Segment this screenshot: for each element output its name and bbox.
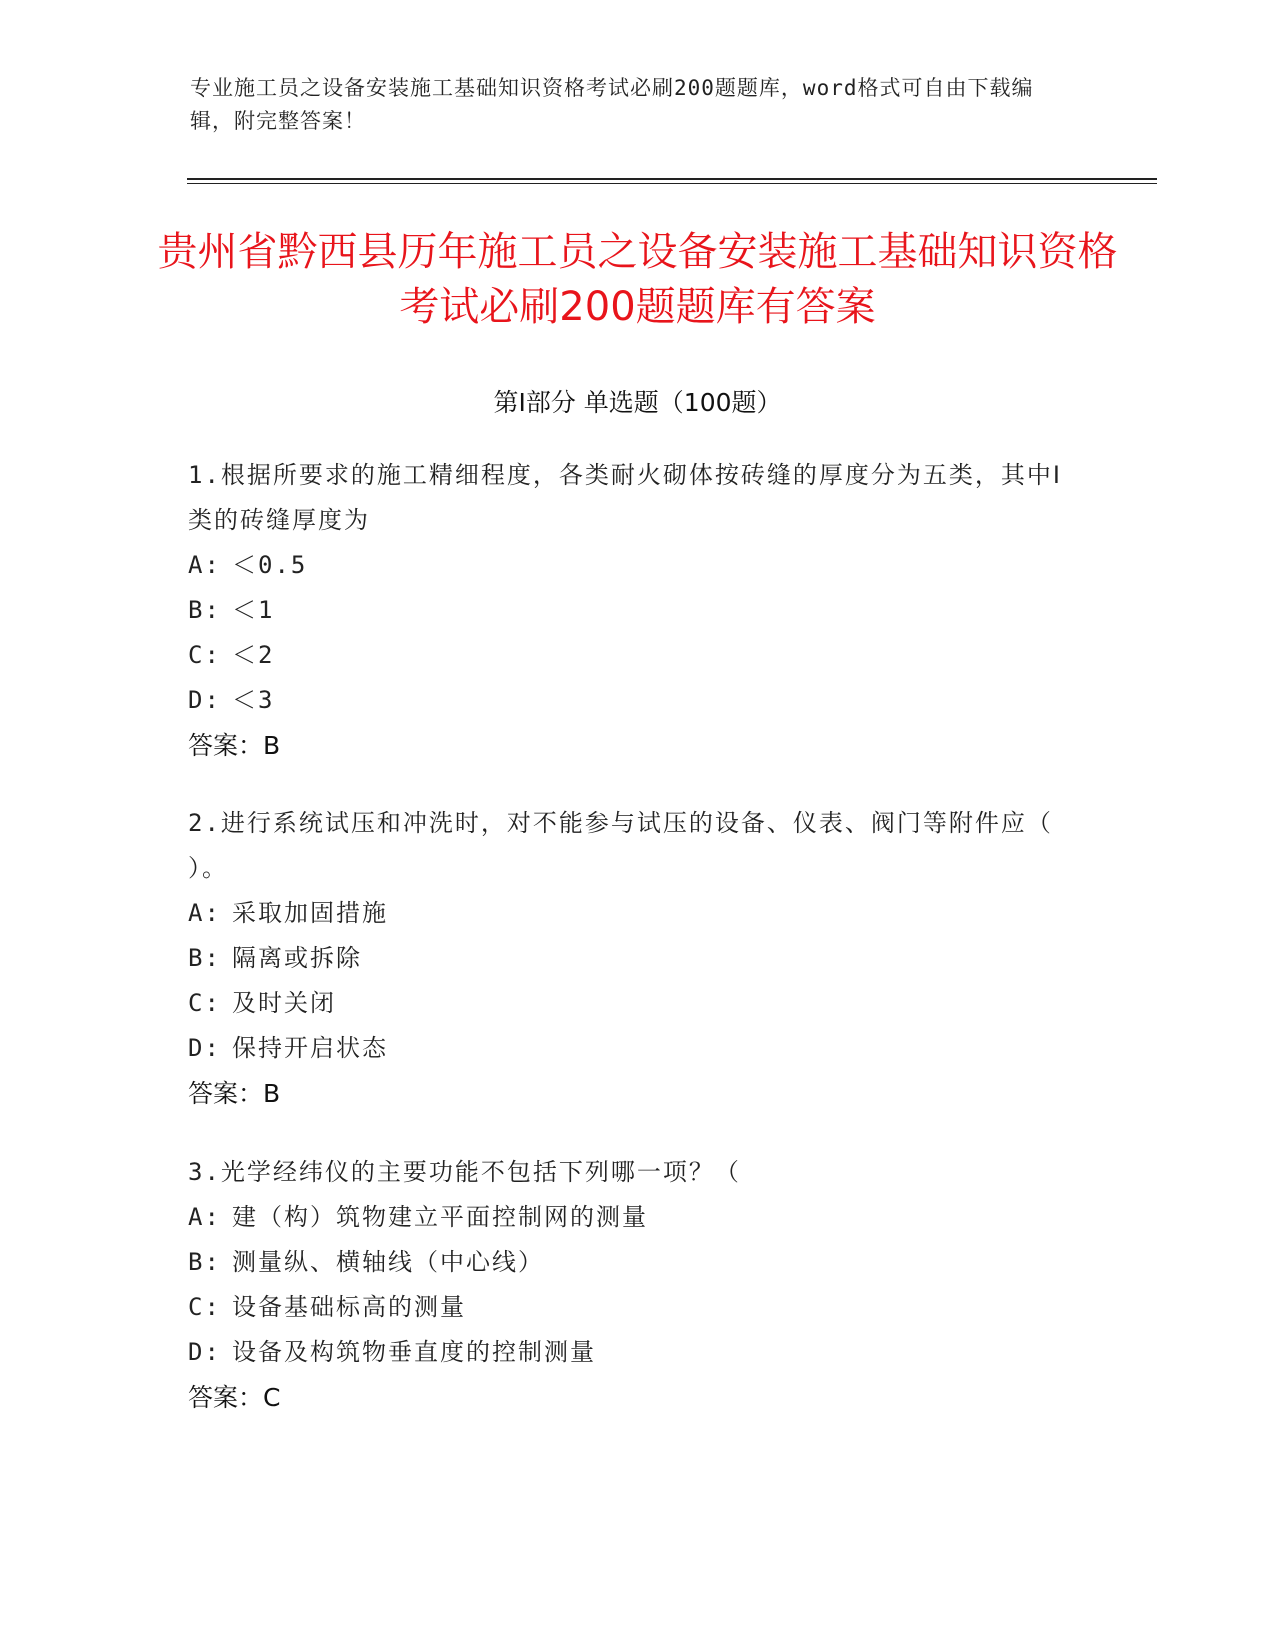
answer: 答案：B: [188, 1079, 281, 1108]
option-letter: C:: [188, 1293, 221, 1321]
option-letter: A:: [188, 1203, 221, 1231]
option-text: 建（构）筑物建立平面控制网的测量: [232, 1203, 648, 1231]
option-text: ＜0.5: [232, 551, 308, 579]
option-text: ＜1: [232, 596, 275, 624]
option-letter: B:: [188, 944, 221, 972]
option-c: [188, 1285, 1068, 1330]
option-a: [188, 891, 1068, 936]
option-letter: B:: [188, 1248, 221, 1276]
option-text: 设备基础标高的测量: [232, 1293, 466, 1321]
answer: 答案：C: [188, 1383, 281, 1412]
option-text: 隔离或拆除: [232, 944, 362, 972]
section-title: 第Ⅰ部分 单选题（100题）: [493, 388, 782, 417]
option-letter: D:: [188, 1338, 221, 1366]
question-stem: 1.根据所要求的施工精细程度，各类耐火砌体按砖缝的厚度分为五类，其中Ⅰ类的砖缝厚度为: [188, 461, 1062, 534]
option-letter: D:: [188, 686, 221, 714]
option-letter: C:: [188, 989, 221, 1017]
option-text: 设备及构筑物垂直度的控制测量: [232, 1338, 596, 1366]
option-d: [188, 1026, 1068, 1071]
option-letter: A:: [188, 899, 221, 927]
option-text: 采取加固措施: [232, 899, 388, 927]
option-b: [188, 588, 1068, 633]
option-text: ＜3: [232, 686, 275, 714]
option-a: [188, 543, 1068, 588]
option-c: [188, 981, 1068, 1026]
option-text: ＜2: [232, 641, 275, 669]
option-c: [188, 633, 1068, 678]
question-3: [188, 1150, 1068, 1420]
option-d: [188, 678, 1068, 723]
option-text: 保持开启状态: [232, 1034, 388, 1062]
option-letter: D:: [188, 1034, 221, 1062]
option-letter: A:: [188, 551, 221, 579]
question-1: [188, 453, 1068, 768]
question-stem: 2.进行系统试压和冲洗时，对不能参与试压的设备、仪表、阀门等附件应（ ）。: [188, 809, 1053, 882]
option-a: [188, 1195, 1068, 1240]
answer: 答案：B: [188, 731, 281, 760]
option-d: [188, 1330, 1068, 1375]
question-stem: 3.光学经纬仪的主要功能不包括下列哪一项？（: [188, 1158, 741, 1186]
header-divider: [187, 178, 1157, 180]
header-note: 专业施工员之设备安装施工基础知识资格考试必刷200题题库，word格式可自由下载编辑，附完整答案！: [190, 76, 1034, 133]
document-title: 贵州省黔西县历年施工员之设备安装施工基础知识资格考试必刷200题题库有答案: [157, 229, 1118, 330]
header-divider-thin: [187, 183, 1157, 184]
option-letter: B:: [188, 596, 221, 624]
option-b: [188, 936, 1068, 981]
option-text: 测量纵、横轴线（中心线）: [232, 1248, 544, 1276]
option-b: [188, 1240, 1068, 1285]
question-2: [188, 801, 1068, 1116]
option-letter: C:: [188, 641, 221, 669]
option-text: 及时关闭: [232, 989, 336, 1017]
